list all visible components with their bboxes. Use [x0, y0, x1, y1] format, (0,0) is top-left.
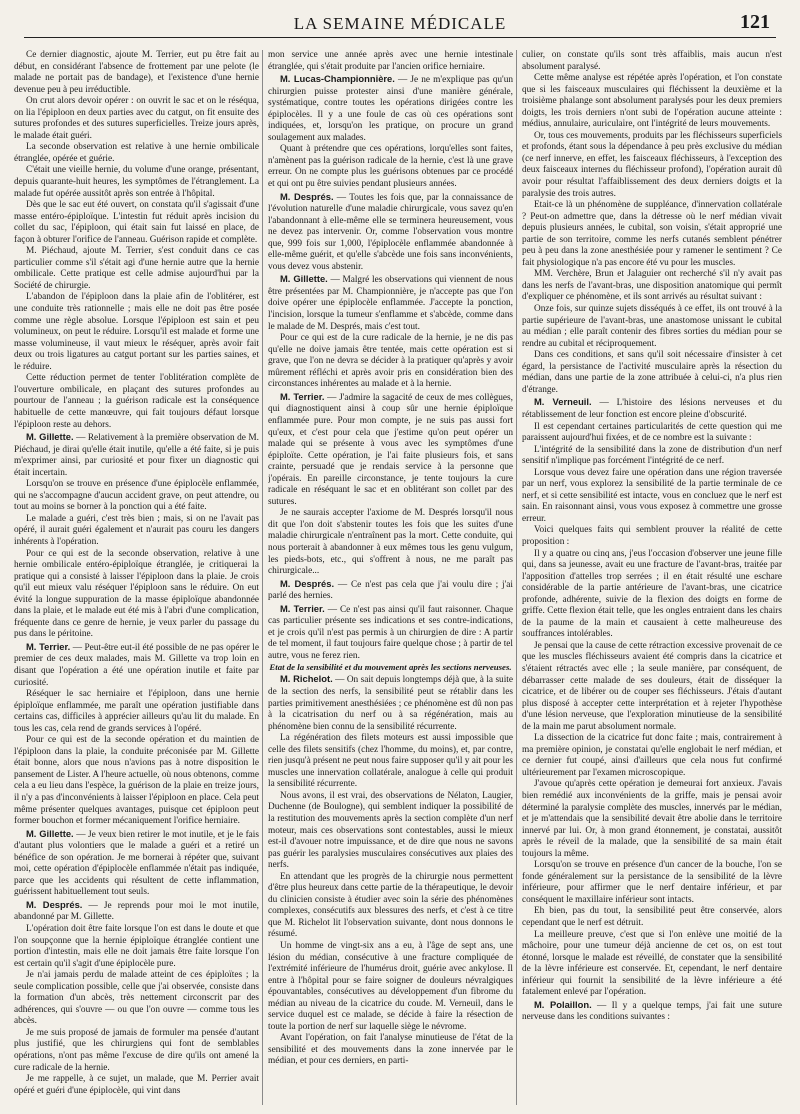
paragraph-text: — Je ne m'explique pas qu'un chirurgien puisse protester ainsi d'une manière générale, systématique, contre toutes les opérations dirigées contre les épiplocèles. Il y a une foule de cas où ces opérations sont indiquées, et, lorsqu'on les pratique, on procure un grand soulagement aux malades.: [268, 75, 513, 143]
paragraph: [522, 304, 782, 350]
paragraph-text: MM. Verchère, Brun et Jalaguier ont recherché s'il n'y avait pas dans les nerfs de l'avant-bras, une disposition anatomique qui permît d'expliquer ce phénomène, et ils sont arrivés au résultat suivant :: [522, 269, 782, 303]
paragraph-text: mon service une année après avec une hernie intestinale étranglée, qui s'était produite par l'ancien orifice herniaire.: [268, 50, 513, 72]
paragraph: [268, 941, 513, 1033]
paragraph: [522, 200, 782, 269]
speaker-name: M. Terrier.: [26, 640, 71, 652]
speaker-name: M. Polaillon.: [534, 998, 592, 1010]
paragraph: [268, 673, 513, 733]
paragraph-text: Un homme de vingt-six ans a eu, à l'âge de sept ans, une lésion du médian, consécutive à une fracture compliquée de l'extrémité inférieure de l'humérus droit, guérie avec ankylose. Il entre à l'hôpital pour se faire soigner de douleurs névralgiques épouvantables, consécutives au développement d'un fibrome du médian au niveau de la cicatrice du coude. M. Verneuil, dans le service duquel est ce malade, se décide à faire la résection de toute la portion de nerf sur laquelle siège le névrome.: [268, 941, 513, 1032]
paragraph: [522, 779, 782, 860]
text-column-2: [268, 50, 513, 1110]
paragraph: [522, 269, 782, 304]
paragraph-text: Lorsqu'on se trouve en présence d'un cancer de la bouche, l'on se fonde généralement sur la persistance de la sensibilité de la lèvre inférieure, pour affirmer que le nerf dentaire inférieur, et par conséquent le maxillaire inférieur sont intacts.: [522, 860, 782, 905]
header-rule: [24, 37, 776, 38]
paragraph-text: Pour ce qui est de la seconde observation, relative à une hernie ombilicale entéro-épiploïque étranglée, je critiquerai la pratique qui a consisté à laisser l'épiploon dans la plaie. Je crois qu'il eut mieux valu réséquer l'épiploon sans le réduire. On eut évité la longue suppuration de la masse épiploïque abandonnée dans la plaie, et le malade eut été mis à l'abri d'une complication, fréquente dans ce genre de hernie, je veux parler du passage du pus dans le péritoine.: [14, 548, 259, 640]
paragraph: [14, 292, 259, 373]
paragraph-text: culier, on constate qu'ils sont très affaiblis, mais aucun n'est absolument paralysé.: [522, 50, 782, 72]
paragraph-text: M. Piéchaud, ajoute M. Terrier, s'est conduit dans ce cas particulier comme s'il s'était agi d'une hernie autre que la hernie ombilicale. Cette pratique est celle admise aujourd'hui par la Société de chirurgie.: [14, 246, 259, 291]
paragraph-text: Pour ce qui est de la cure radicale de la hernie, je ne dis pas qu'elle ne doive jamais être tentée, mais cette opération est si grave, que l'on ne devra se décider à la pratiquer qu'après y avoir mûrement réfléchi et après avoir pris en considération bien des circonstances inhérentes au malade et à la hernie.: [268, 333, 513, 390]
paragraph: [522, 350, 782, 396]
paragraph: [14, 479, 259, 514]
paragraph-text: Eh bien, pas du tout, la sensibilité peut être conservée, alors cependant que le nerf est détruit.: [522, 906, 782, 929]
paragraph: [14, 970, 259, 1028]
paragraph: [522, 549, 782, 641]
paragraph: [14, 1074, 259, 1097]
paragraph: [268, 578, 513, 603]
paragraph: [14, 549, 259, 641]
paragraph-text: En attendant que les progrès de la chirurgie nous permettent d'être plus heureux dans cette partie de la thérapeutique, le devoir du clinicien consiste à étudier avec soin la série des phénomènes complexes, consécutifs aux blessures des nerfs, et c'est à ce titre que M. Richelot lit l'observation suivante, dont nous donnons le résumé.: [268, 871, 513, 940]
paragraph-text: On crut alors devoir opérer : on ouvrit le sac et on le réséqua, on lia l'épiploon en deux parties avec du catgut, on fit ensuite des sutures profondes et des sutures superficielles. Treize jours après, le malade était guéri.: [14, 96, 259, 141]
paragraph-text: La dissection de la cicatrice fut donc faite ; mais, contrairement à ma première opinion, je constatai qu'elle englobait le nerf médian, et ce dernier fut coupé, ainsi d'ailleurs que cela nous fut confirmé ultérieurement par l'examen microscopique.: [522, 733, 782, 778]
speaker-name: M. Richelot.: [280, 673, 333, 685]
paragraph-text: Or, tous ces mouvements, produits par les fléchisseurs superficiels et profonds, étant sous la dépendance à peu près exclusive du médian (ce nerf innerve, en effet, les faisceaux fléchisseurs, à l'exception des deux faisceaux internes du fléchisseur profond), l'opération aurait dû avoir pour résultat l'affaiblissement des deux derniers doigts et la paralysie des trois autres.: [522, 130, 782, 199]
paragraph: [268, 733, 513, 791]
paragraph: [268, 391, 513, 508]
paragraph-text: J'avoue qu'après cette opération je demeurai fort anxieux. J'avais bien remédié aux inconvénients de la griffe, mais je pensai avoir déterminé la paralysie complète des muscles, innervés par le médian, et je m'attendais que la sensibilité devait être abolie dans le territoire innervé par lui. Or, à mon grand étonnement, je constatai, aussitôt après le réveil de la malade, que la sensibilité de sa main était toujours la même.: [522, 779, 782, 859]
paragraph-text: Nous avons, il est vrai, des observations de Nélaton, Laugier, Duchenne (de Boulogne), qui semblent indiquer la possibilité de la restitution des mouvements après la section complète d'un nerf moteur, mais ces observations sont contestables, aussi le mieux est-il d'avouer notre impuissance, et de dire que nous ne savons pas guérir les paralysies musculaires consécutives aux plaies des nerfs.: [268, 790, 513, 871]
paragraph: [522, 999, 782, 1024]
speaker-name: M. Terrier.: [280, 602, 325, 614]
paragraph: [268, 872, 513, 941]
paragraph-text: Dès que le sac eut été ouvert, on constata qu'il s'agissait d'une masse entéro-épiploïque. L'intestin fut réduit après incision du collet du sac, l'épiploon, qui était sain fut laissé en place, de façon à obturer l'orifice de l'anneau. Guérison rapide et complète.: [14, 200, 259, 245]
paragraph-text: Cette réduction permet de tenter l'oblitération complète de l'ouverture ombilicale, en plaçant des sutures profondes au pourtour de l'anneau ; la guérison radicale est la conséquence habituelle de cette manœuvre, qui fait toujours défaut lorsque l'épiploon reste au dehors.: [14, 373, 259, 430]
paragraph: [522, 930, 782, 999]
paragraph-text: Le malade a guéri, c'est très bien ; mais, si on ne l'avait pas opéré, il aurait guéri également et n'aurait pas couru les dangers inhérents à l'opération.: [14, 513, 259, 547]
paragraph: [268, 1033, 513, 1068]
paragraph-text: Je pensai que la cause de cette rétraction excessive provenait de ce que les muscles fléchisseurs avaient été compris dans la cicatrice et s'étaient rétractés avec elle ; la seule manière, par conséquent, de débarrasser cette malade de ses douleurs, était de disséquer la cicatrice, et de libérer ou de couper ses fléchisseurs. J'étais d'autant plus disposé à accepter cette interprétation et à rejeter l'hypothèse d'une lésion nerveuse, que l'exploration minutieuse de la sensibilité de la main me parut absolument normale.: [522, 640, 782, 732]
paragraph-text: — L'histoire des lésions nerveuses et du rétablissement de leur fonction est encore pleine d'obscurité.: [522, 398, 782, 420]
paragraph-text: La seconde observation est relative à une hernie ombilicale étranglée, opérée et guérie.: [14, 142, 259, 164]
paragraph: [268, 273, 513, 333]
speaker-name: M. Gillette.: [280, 273, 328, 285]
paragraph: [268, 333, 513, 391]
paragraph: [14, 200, 259, 246]
paragraph: [14, 514, 259, 549]
paragraph-text: — Toutes les fois que, par la connaissance de l'évolution naturelle d'une maladie chirurgicale, vous savez qu'en l'abandonnant à elle-même elle se terminera heureusement, vous ne devez pas intervenir. Or, comme l'observation vous montre que, 999 fois sur 1,000, l'épiplocèle enflammée abandonnée à elle-même guérit, et qu'elle s'abcède une fois sans inconvénients, vous devez vous abstenir.: [268, 192, 513, 272]
paragraph: [14, 431, 259, 479]
paragraph-text: Je ne saurais accepter l'axiome de M. Després lorsqu'il nous dit que l'on doit s'abstenir toutes les fois que les suites d'une maladie chirurgicale n'entraînent pas la mort. Cette conduite, qui nous porterait à abandonner à eux mêmes tous les genu vulgum, les pieds-bots, etc., qui s'offrent à nous, ne me paraît pas chirurgicale...: [268, 508, 513, 577]
paragraph-text: Je me rappelle, à ce sujet, un malade, que M. Perrier avait opéré et guéri d'une épiplocèle, qui vint dans: [14, 1074, 259, 1096]
paragraph-text: Etait-ce là un phénomène de suppléance, d'innervation collatérale ? Peut-on admettre que, dans la détresse où le nerf médian vivait depuis plusieurs années, le cubital, son voisin, s'était approprié une partie de son territoire, comme les nerfs cutanés semblent pénétrer peu à peu dans la zone anesthésiée pour y ramener le sentiment ? Ce fait physiologique n'a pas encore été vu pour les muscles.: [522, 200, 782, 268]
paragraph-text: Quant à prétendre que ces opérations, lorqu'elles sont faites, n'amènent pas la guérison radicale de la hernie, c'est là une grave erreur. On ne compte plus les guérisons obtenues par ce procédé et qui ont pu être suivies pendant plusieurs années.: [268, 144, 513, 190]
paragraph: [14, 924, 259, 970]
paragraph: [268, 73, 513, 144]
paragraph: [14, 689, 259, 735]
paragraph: [268, 791, 513, 872]
paragraph-text: — Je veux bien retirer le mot inutile, et je le fais d'autant plus volontiers que le malade a guéri et a retiré un bénéfice de son opération. Je me bornerai à répéter que, suivant moi, cette opération d'épiplocèle enflammée n'était pas indiquée, parce que les accidents qui résultent de cette inflammation, guérissent habituellement tout seuls.: [14, 829, 259, 898]
paragraph: [522, 396, 782, 421]
paragraph: [522, 641, 782, 733]
paragraph-text: C'était une vieille hernie, du volume d'une orange, présentant, depuis quarante-huit heures, les symptômes de l'étranglement. La malade fut opérée aussitôt après son entrée à l'hôpital.: [14, 165, 259, 199]
journal-title: LA SEMAINE MÉDICALE: [293, 14, 507, 33]
speaker-name: M. Gillette.: [26, 431, 74, 443]
paragraph-text: Cette même analyse est répétée après l'opération, et l'on constate que si les faisceaux musculaires qui fléchissent la deuxième et la troisième phalange sont absolument paralysés pour les deux premiers doigts, les trois derniers n'ont subi de l'opération aucune atteinte : médius, annulaire, auriculaire, ont l'intégrité de leurs mouvements.: [522, 73, 782, 130]
paragraph: [522, 445, 782, 468]
paragraph-text: Dans ces conditions, et sans qu'il soit nécessaire d'insister à cet égard, la persistance de l'activité musculaire après la résection du médian, dans une partie de la zone attribuée à celui-ci, n'a plus rien d'étrange.: [522, 350, 782, 395]
paragraph: [14, 373, 259, 431]
paragraph-text: Il y a quatre ou cinq ans, j'eus l'occasion d'observer une jeune fille qui, dans sa jeunesse, avait eu une fracture de l'avant-bras, traitée par l'apposition d'attelles trop serrées ; il en était résulté une eschare considérable de la partie antérieure de l'avant-bras, une cicatrice profonde, adhérente, suivie de la flexion des doigts en forme de griffe. Cette flexion était telle, que les ongles entraient dans les chairs de la paume de la main et causaient à cette malheureuse des souffrances intolérables.: [522, 548, 782, 640]
speaker-name: M. Gillette.: [26, 827, 74, 839]
speaker-name: M. Lucas-Championnière.: [280, 73, 395, 85]
paragraph-text: Ce dernier diagnostic, ajoute M. Terrier, eut pu être fait au début, en considérant l'absence de frottement par une pelote (le malade ne portait pas de bandage), et l'existence d'une hernie devenue peu à peu irréductible.: [14, 50, 259, 95]
paragraph: [14, 1028, 259, 1074]
paragraph: [14, 246, 259, 292]
paragraph-text: Réséquer le sac herniaire et l'épiploon, dans une hernie épiploïque enflammée, me paraît une opération justifiable dans certains cas, difficiles à apprécier ailleurs qu'au lit du malade. En tous les cas, cela rend de grands services à l'opéré.: [14, 689, 259, 734]
paragraph-text: — On sait depuis longtemps déjà que, à la suite de la section des nerfs, la sensibilité peut se rétablir dans les parties primitivement anesthésiées ; ce phénomène est dû non pas à la cicatrisation du nerf ou à sa régénération, mais au phénomène bien connu de la sensibilité récurrente.: [268, 675, 513, 732]
paragraph-text: — Ce n'est pas ainsi qu'il faut raisonner. Chaque cas particulier présente ses indications et ses contre-indications, et je crois qu'il n'est pas permis à un chirurgien de dire : A partir de tel moment, il faut toujours faire quelque chose ; à partir de tel autre, vous ne ferez rien.: [268, 604, 513, 661]
speaker-name: M. Després.: [280, 190, 334, 202]
speaker-name: M. Després.: [280, 577, 335, 589]
paragraph: [268, 50, 513, 73]
section-heading: Etat de la sensibilité et du mouvement après les sections nerveuses.: [269, 662, 512, 673]
paragraph-text: L'opération doit être faite lorsque l'on est dans le doute et que l'on soupçonne que la hernie épiploïque étranglée contient une portion d'intestin, mais elle ne doit jamais être faite lorsque l'on est certain qu'il s'agit d'une épiplocèle pure.: [14, 924, 259, 969]
paragraph: [14, 899, 259, 924]
paragraph-text: Onze fois, sur quinze sujets disséqués à ce effet, ils ont trouvé à la partie supérieure de l'avant-bras, une anastomose unissant le cubital au médian ; elle paraît contenir des fibres sorties du médian pour se rendre au cubital et réciproquement.: [522, 304, 782, 349]
paragraph-text: — Ce n'est pas cela que j'ai voulu dire ; j'ai parlé des hernies.: [268, 579, 513, 602]
paragraph: [268, 508, 513, 577]
paragraph-text: — Je reprends pour moi le mot inutile, abandonné par M. Gillette.: [14, 900, 259, 923]
paragraph: [14, 735, 259, 827]
paragraph-text: L'intégrité de la sensibilité dans la zone de distribution d'un nerf sensitif n'implique pas forcément l'intégrité de ce nerf.: [522, 444, 782, 467]
paragraph-text: — J'admire la sagacité de ceux de mes collègues, qui diagnostiquent ainsi à coup sûr une hernie épiploïque enflammée pure. Pour mon compte, je ne suis pas aussi fort qu'eux, et c'est pour cela que j'estime qu'on peut opérer un malade qui se présente à vous avec les symptômes d'une épiploïte. Cette opération, je l'ai faite plusieurs fois, et sans crainte, persuadé que je rendais service à la personne que j'opérais. En pareille circonstance, je tente toujours la cure radicale en réséquant le sac et en oblitérant son collet par des sutures.: [268, 392, 513, 507]
paragraph: [522, 73, 782, 131]
speaker-name: M. Verneuil.: [534, 396, 592, 408]
text-column-1: [14, 50, 259, 1110]
paragraph-text: La régénération des filets moteurs est aussi impossible que celle des filets sensitifs (chez l'homme, du moins), et, par contre, rien jusqu'à présent ne peut nous faire supposer qu'il y ait pour les muscles une innervation collatérale, analogue à celle qui produit la sensibilité récurrente.: [268, 733, 513, 790]
paragraph-text: — Il y a quelque temps, j'ai fait une suture nerveuse dans les conditions suivantes :: [522, 1000, 782, 1023]
paragraph: [522, 525, 782, 548]
paragraph-text: Pour ce qui est de la seconde opération et du maintien de l'épiploon dans la plaie, la conduite préconisée par M. Gillette était bonne, alors que nous n'avions pas à notre disposition le pansement de Lister. A l'heure actuelle, où nous obtenons, comme cela a eu lieu dans l'espèce, la guérison de la plaie en treize jours, il n'y a pas d'inconvénients à laisser l'épiploon en place. Cela peut même présenter quelques avantages, puisque cet épiploon peut former bouchon et former mécaniquement l'orifice herniaire.: [14, 735, 259, 827]
text-column-3: [522, 50, 782, 1110]
paragraph: [14, 828, 259, 899]
paragraph: [14, 165, 259, 200]
paragraph: [268, 144, 513, 190]
column-divider: [516, 50, 517, 1105]
paragraph-text: — Malgré les observations qui viennent de nous être présentées par M. Championnière, je n'accepte pas que l'on doive opérer une épiplocèle enflammée. J'accepte la ponction, l'incision, lorsque la tumeur s'enflamme et s'abcède, comme dans le malade de M. Després, mais c'est tout.: [268, 275, 513, 332]
paragraph: [14, 50, 259, 96]
paragraph-text: Je me suis proposé de jamais de formuler ma pensée d'autant plus justifié, que les chirurgiens qui font de semblables opérations, n'ont pas même l'excuse de dire qu'ils ont amené la cure radicale de la hernie.: [14, 1027, 259, 1073]
paragraph-text: Il est cependant certaines particularités de cette question qui me paraissent aujourd'hui fixées, et de ce nombre est la suivante :: [522, 421, 782, 444]
paragraph-text: — Relativement à la première observation de M. Piéchaud, je dirai qu'elle était inutile, qu'elle a été faite, si je puis m'exprimer ainsi, par curiosité et pour fixer un diagnostic qui était incertain.: [14, 433, 259, 478]
paragraph: [522, 906, 782, 929]
paragraph: [522, 860, 782, 906]
paragraph-text: Je n'ai jamais perdu de malade atteint de ces épiploïtes ; la seule complication possible, celle que j'ai observée, consiste dans la formation d'un abcès, très nettement circonscrit par des adhérences, qui s'ouvre — ou que l'on ouvre — comme tous les abcès.: [14, 970, 259, 1027]
paragraph: [14, 641, 259, 689]
paragraph: [522, 422, 782, 445]
column-divider: [262, 50, 263, 1105]
speaker-name: M. Terrier.: [280, 390, 325, 402]
paragraph: [268, 603, 513, 663]
paragraph: [522, 131, 782, 200]
paragraph-text: Lorsque vous devez faire une opération dans une région traversée par un nerf, vous explorez la sensibilité de la partie terminale de ce nerf, et si cette sensibilité est intacte, vous en concluez que le nerf est sain. En raisonnant ainsi, vous vous exposez à commettre une grosse erreur.: [522, 467, 782, 524]
paragraph-text: La meilleure preuve, c'est que si l'on enlève une moitié de la mâchoire, pour une tumeur déjà ancienne de cet os, on est tout étonné, lorsque le malade est réveillé, de constater que la sensibilité de la lèvre inférieure est conservée. Et, cependant, le nerf dentaire inférieur qui fournit la sensibilité de la lèvre inférieure a été fatalement enlevé par l'opération.: [522, 929, 782, 998]
paragraph-text: L'abandon de l'épiploon dans la plaie afin de l'oblitérer, est une conduite très rationnelle ; mais elle ne doit pas être posée comme une règle absolue. Lorsque l'épiploon est sain et peu volumineux, on peut le réduire. Lorsqu'il est malade et forme une masse volumineuse, il vaut mieux le réséquer, après avoir fait deux ou trois ligatures au catgut portant sur les parties saines, et le réduire.: [14, 292, 259, 372]
speaker-name: M. Després.: [26, 898, 83, 910]
paragraph: [14, 142, 259, 165]
paragraph-text: Avant l'opération, on fait l'analyse minutieuse de l'état de la sensibilité et des mouvements dans la zone innervée par le médian, et pour ces derniers, en parti-: [268, 1033, 513, 1067]
paragraph: [268, 191, 513, 274]
paragraph-text: Voici quelques faits qui semblent prouver la réalité de cette proposition :: [522, 525, 782, 547]
paragraph: [522, 468, 782, 526]
paragraph: [522, 50, 782, 73]
paragraph-text: Lorsqu'on se trouve en présence d'une épiplocèle enflammée, qui ne s'accompagne d'aucun accident grave, on peut attendre, ou tout au moins se borner à la ponction qui a été faite.: [14, 479, 259, 513]
paragraph-text: — Peut-être eut-il été possible de ne pas opérer le premier de ces deux malades, mais M. Gillette va trop loin en disant que l'opération a été une opération inutile et faite par curiosité.: [14, 642, 259, 688]
page-header: [24, 8, 776, 38]
paragraph: [522, 733, 782, 779]
page-number: 121: [740, 11, 770, 33]
paragraph: [14, 96, 259, 142]
